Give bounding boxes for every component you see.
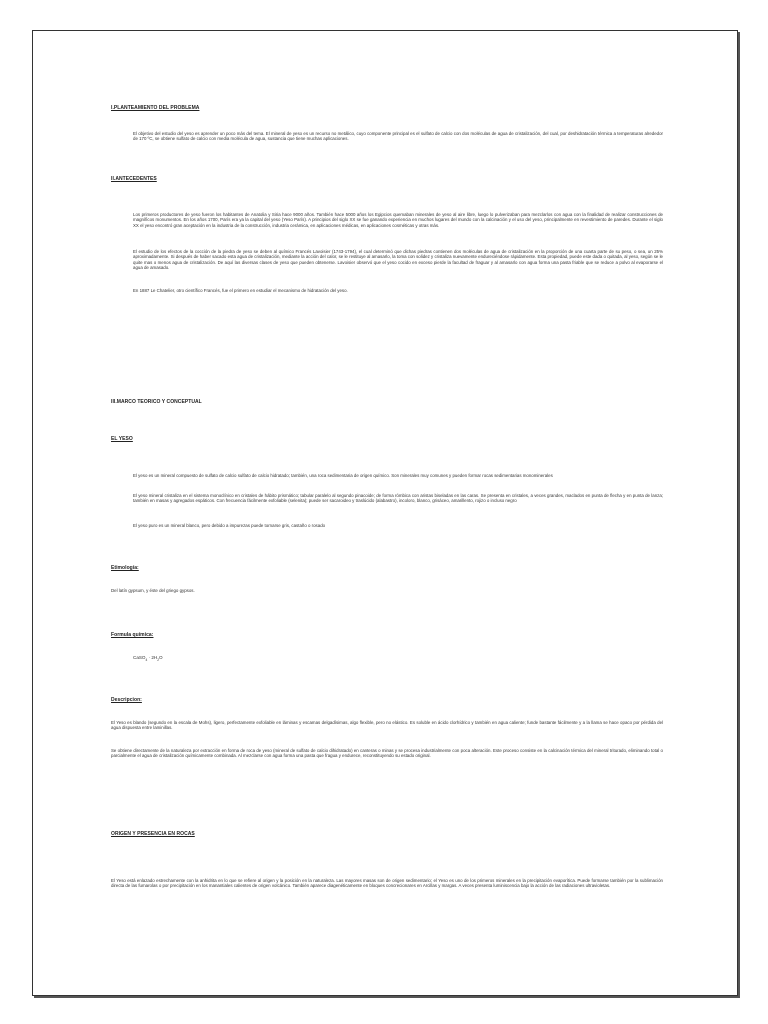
section-heading-antecedentes: II.ANTECEDENTES [111,176,157,182]
section-heading-etimologia: Etimología: [111,565,139,571]
el-yeso-paragraph-3: El yeso puro es un mineral blanco, pero debido a impurezas puede tornarse gris, castaño o rosado [133,523,326,528]
section-heading-descripcion: Descripcion: [111,697,142,703]
antecedentes-paragraph-3: En 1887 Le Chatelier, otro científico Francés, fue el primero en estudiar el mecanismo de hidratación del yeso. [133,288,348,293]
document-page [32,30,738,996]
el-yeso-paragraph-2: El yeso mineral cristaliza en el sistema monoclínico en cristales de hábito prismático; tabular paralelo al segundo pinacoide; de forma rómbica con aristas biseladas en las caras. Se presenta en cristales, a veces grandes, maclados en punta de flecha y en punta de lanza; también en masas y agregados espáticos. Con frecuencia fácilmente exfoliable (selenita); puede ser sacaroideo y traslúcido (alabastro), incoloro, blanco, grisáceo, amarillento, rojizo o incluso negro [133,493,663,504]
descripcion-paragraph-1: El Yeso es blando (segundo en la escala de Mohs), ligero, perfectamente exfoliable en láminas y escamas delgadísimas, algo flexible, pero no elástico. Es soluble en ácido clorhídrico y también en agua caliente; funde bastante fácilmente y a la llama se hace opaco por pérdida del agua dispuesta entre laminillas. [111,720,663,731]
section-heading-el-yeso: EL YESO [111,436,133,442]
descripcion-paragraph-2: Se obtiene directamente de la naturaleza por extracción en forma de roca de yeso (mineral de sulfato de calcio dihidratado) en canteras o minas y se procesa industrialmente con poca alteración. Este proceso consiste en la calcinación térmica del mineral triturado, eliminando total o parcialmente el agua de cristalización químicamente combinada. Al mezclarse con agua forma una pasta que fragua y endurece, reconstituyendo su estado original. [111,748,663,759]
section-heading-origen: ORIGEN Y PRESENCIA EN ROCAS [111,831,195,837]
etimologia-text: Del latín gypsum, y éste del griego gypsos. [111,588,195,593]
origen-paragraph: El Yeso está enlazado estrechamente con la anhidrita en lo que se refiere al origen y la posición en la naturaleza. Las mayores masas son de origen sedimentario; el Yeso es uno de los primeros minerales en la precipitación evaporítica. Puede formarse también por la sublimación directa de las fumarolas o por precipitación en los manantiales calientes de origen volcánico. También aparece diagenéticamente en bloques concrecionares en Arcillas y margas. A veces presenta luminiscencia bajo la acción de las radiaciones ultravioletas. [111,878,663,889]
section-heading-planteamiento: I.PLANTEAMIENTO DEL PROBLEMA [111,105,200,111]
el-yeso-paragraph-1: El yeso es un mineral compuesto de sulfato de calcio sulfato de calcio hidratado; también, una roca sedimentaria de origen químico. Son minerales muy comunes y pueden formar rocas sedimentarias monominerales [133,473,553,478]
section-heading-formula: Formula química: [111,632,154,638]
chemical-formula: CaSO$_4$ · $2H_2O$ [133,655,163,662]
antecedentes-paragraph-1: Los primeros productores de yeso fueron los habitantes de Anatolia y Siria hace 9000 años. También hace 5000 años los Egipcios quemaban minerales de yeso al aire libre, luego lo pulverizaban para mezclarlos con agua con la finalidad de realizar construcciones de magníficos monumentos. En los años 1700, París era ya la capital del yeso (Yeso París). A principios del siglo XX se fue ganando experiencia en muchos lugares del mundo con la calcinación y el uso del yeso, principalmente en revestimiento de paredes. Durante el siglo XX el yeso encontró gran aceptación en la industria de la construcción, industria cerámica, en aplicaciones médicas, en aplicaciones cosméticas y otras más. [133,212,663,228]
planteamiento-paragraph: El objetivo del estudio del yeso es aprender un poco más del tema. El mineral de yeso es un recurso no metálico, cuyo componente principal es el sulfato de calcio con dos moléculas de agua de cristalización, del cual, por deshidratación térmica a temperaturas alrededor de 170 ºC, se obtiene sulfato de calcio con media molécula de agua, sustancia que tiene muchas aplicaciones. [133,131,663,142]
antecedentes-paragraph-2: El estudio de los efectos de la cocción de la piedra de yeso se deben al químico Francés Lavoisier (1743-1794), el cual determinó que dichas piedras contienen dos moléculas de agua de cristalización en la proporción de una cuarta parte de su peso, o sea, un 25% aproximadamente. Si después de haber sacado esta agua de cristalización, mediante la acción del calor, se le restituye al amasarlo, la toma con solidez y cristaliza nuevamente endureciéndose rápidamente. Esta propiedad, puede este dada o quitada, al yeso, según se le quite mas o menos agua de cristalización. De aquí las diversas clases de yeso que pueden obtenerse. Lavoisier observó que el yeso cocido en exceso pierde la facultad de fraguar y al amasarlo con agua forma una pasta friable que se reduce a polvo al evaporarse el agua de amasado. [133,249,663,271]
section-heading-marco: III.MARCO TEORICO Y CONCEPTUAL [111,399,202,405]
